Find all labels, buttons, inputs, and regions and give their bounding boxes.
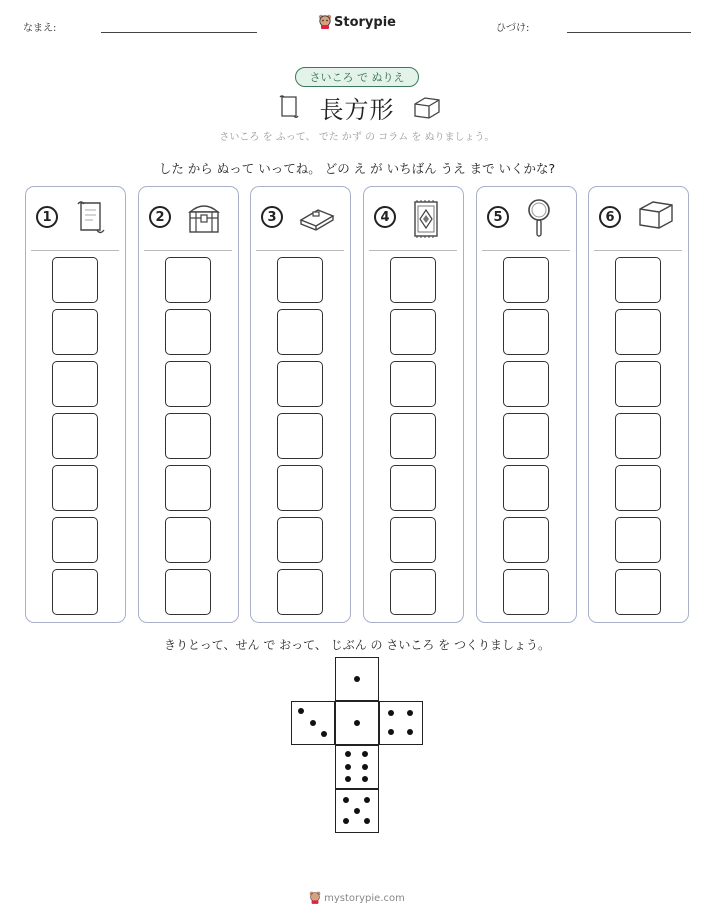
color-cell[interactable] [165, 569, 211, 615]
column-number: 4 [374, 206, 396, 228]
color-cell[interactable] [390, 309, 436, 355]
color-cell[interactable] [52, 569, 98, 615]
page-title: 長方形 [319, 96, 395, 124]
column-number: 6 [599, 206, 621, 228]
column-divider [594, 250, 682, 251]
color-cell[interactable] [165, 517, 211, 563]
color-cell[interactable] [277, 569, 323, 615]
dice-pip [364, 818, 370, 824]
color-cell[interactable] [390, 465, 436, 511]
color-cell[interactable] [615, 569, 661, 615]
column-number: 3 [261, 206, 283, 228]
color-cell[interactable] [503, 465, 549, 511]
column-divider [369, 250, 457, 251]
cutout-instruction: きりとって、せん で おって、 じぶん の さいころ を つくりましょう。 [164, 638, 550, 652]
color-cell[interactable] [390, 361, 436, 407]
dice-face-1 [335, 657, 379, 701]
dice-face-3 [291, 701, 335, 745]
color-cell[interactable] [52, 309, 98, 355]
column-number: 5 [487, 206, 509, 228]
dice-pip [343, 818, 349, 824]
color-cell[interactable] [277, 257, 323, 303]
dice-pip [321, 731, 327, 737]
dice-pip [343, 797, 349, 803]
color-cell[interactable] [615, 257, 661, 303]
cube-icon [636, 198, 676, 236]
color-cell[interactable] [165, 361, 211, 407]
dice-pip [407, 729, 413, 735]
color-cell[interactable] [615, 361, 661, 407]
dice-pip [345, 751, 351, 757]
column-number: 1 [36, 206, 58, 228]
color-cell[interactable] [503, 361, 549, 407]
dice-pip [362, 776, 368, 782]
color-cell[interactable] [615, 517, 661, 563]
column-divider [31, 250, 119, 251]
color-cell[interactable] [503, 413, 549, 459]
dice-pip [364, 797, 370, 803]
footer-url[interactable]: mystorypie.com [324, 893, 405, 904]
color-cell[interactable] [503, 309, 549, 355]
column-divider [144, 250, 232, 251]
color-cell[interactable] [503, 517, 549, 563]
dice-pip [362, 751, 368, 757]
color-cell[interactable] [52, 465, 98, 511]
magnifying-glass-icon [524, 198, 554, 244]
dice-pip [345, 764, 351, 770]
dice-face-4 [379, 701, 423, 745]
color-cell[interactable] [390, 569, 436, 615]
scroll-icon [73, 198, 107, 240]
dice-face-5 [335, 789, 379, 833]
color-cell[interactable] [615, 465, 661, 511]
dice-pip [354, 676, 360, 682]
color-cell[interactable] [390, 257, 436, 303]
color-cell[interactable] [390, 517, 436, 563]
rug-icon [411, 198, 441, 244]
dice-pip [310, 720, 316, 726]
brand-logo [0, 13, 714, 33]
dice-pip [388, 710, 394, 716]
color-cell[interactable] [277, 309, 323, 355]
color-cell[interactable] [52, 517, 98, 563]
brand-name: Storypie [334, 15, 396, 30]
color-cell[interactable] [165, 309, 211, 355]
color-cell[interactable] [390, 413, 436, 459]
color-cell[interactable] [165, 465, 211, 511]
column-divider [482, 250, 570, 251]
color-cell[interactable] [615, 309, 661, 355]
color-cell[interactable] [52, 413, 98, 459]
dice-face-1 [335, 701, 379, 745]
color-cell[interactable] [277, 517, 323, 563]
dice-pip [298, 708, 304, 714]
instruction: した から ぬって いってね。 どの え が いちばん うえ まで いくかな? [158, 161, 556, 176]
color-cell[interactable] [165, 413, 211, 459]
footer [0, 890, 714, 907]
color-cell[interactable] [615, 413, 661, 459]
treasure-chest-icon [186, 198, 222, 240]
activity-badge: さいころ で ぬりえ [295, 67, 419, 87]
footer-bear-icon [309, 890, 321, 907]
color-cell[interactable] [165, 257, 211, 303]
subtitle: さいころ を ふって、 でた かず の コラム を ぬりましょう。 [219, 132, 495, 143]
dice-pip [354, 720, 360, 726]
dice-face-6 [335, 745, 379, 789]
column-divider [256, 250, 344, 251]
color-cell[interactable] [52, 361, 98, 407]
dice-pip [362, 764, 368, 770]
dice-pip [407, 710, 413, 716]
color-cell[interactable] [277, 413, 323, 459]
column-number: 2 [149, 206, 171, 228]
name-label: なまえ: [23, 23, 57, 34]
title-cube-icon [412, 95, 442, 125]
color-cell[interactable] [503, 569, 549, 615]
date-label: ひづけ: [496, 23, 530, 34]
color-cell[interactable] [277, 361, 323, 407]
color-cell[interactable] [503, 257, 549, 303]
color-cell[interactable] [52, 257, 98, 303]
bear-logo-icon [318, 13, 332, 33]
dice-pip [354, 808, 360, 814]
color-cell[interactable] [277, 465, 323, 511]
dice-pip [345, 776, 351, 782]
eraser-icon [298, 198, 336, 240]
dice-pip [388, 729, 394, 735]
